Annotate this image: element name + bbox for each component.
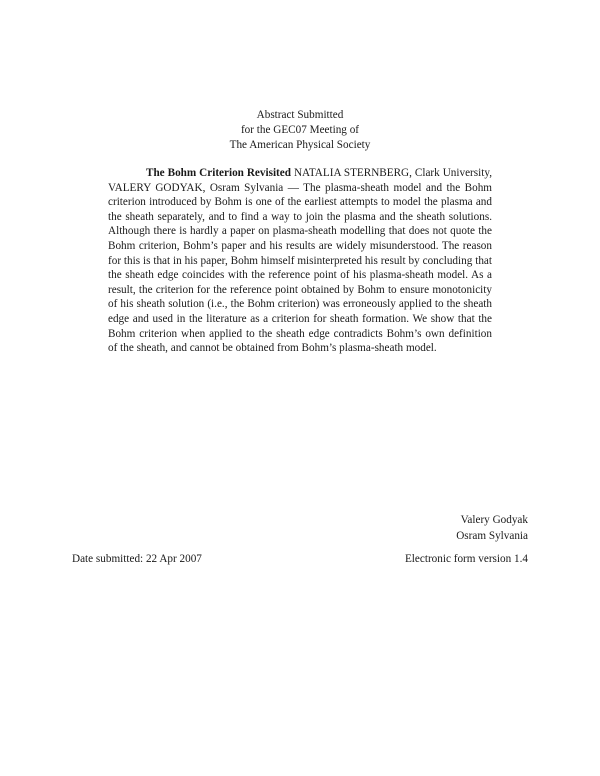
submission-header: [0, 108, 600, 153]
abstract-title: The Bohm Criterion Revisited: [146, 167, 291, 179]
abstract-body: NATALIA STERNBERG, Clark University, VALERY GODYAK, Osram Sylvania — The plasma-sheath model and the Bohm criterion introduced by Bohm is one of the earliest attempts to model the plasma and the sheath separately, and to find a way to join the plasma and the sheath solutions. Although there is hardly a paper on plasma-sheath modelling that does not quote the Bohm criterion, Bohm’s paper and his results are widely misunderstood. The reason for this is that in his paper, Bohm himself misinterpreted his result by concluding that the sheath edge coincides with the reference point of his plasma-sheath model. As a result, the criterion for the reference point obtained by Bohm to ensure monotonicity of his sheath solution (i.e., the Bohm criterion) was erroneously applied to the sheath edge and used in the literature as a criterion for sheath formation. We show that the Bohm criterion when applied to the sheath edge contradicts Bohm’s own definition of the sheath, and cannot be obtained from Bohm’s plasma-sheath model.: [108, 167, 492, 355]
header-line-1: Abstract Submitted: [256, 109, 344, 121]
header-line-3: The American Physical Society: [229, 139, 371, 151]
signature-name: Valery Godyak: [460, 514, 528, 526]
form-version: Electronic form version 1.4: [404, 553, 528, 565]
date-submitted: Date submitted: 22 Apr 2007: [72, 553, 202, 565]
abstract-paragraph: [108, 166, 492, 356]
header-line-2: for the GEC07 Meeting of: [240, 124, 360, 136]
signature-affiliation: Osram Sylvania: [456, 530, 528, 542]
signature-block: [456, 512, 528, 544]
